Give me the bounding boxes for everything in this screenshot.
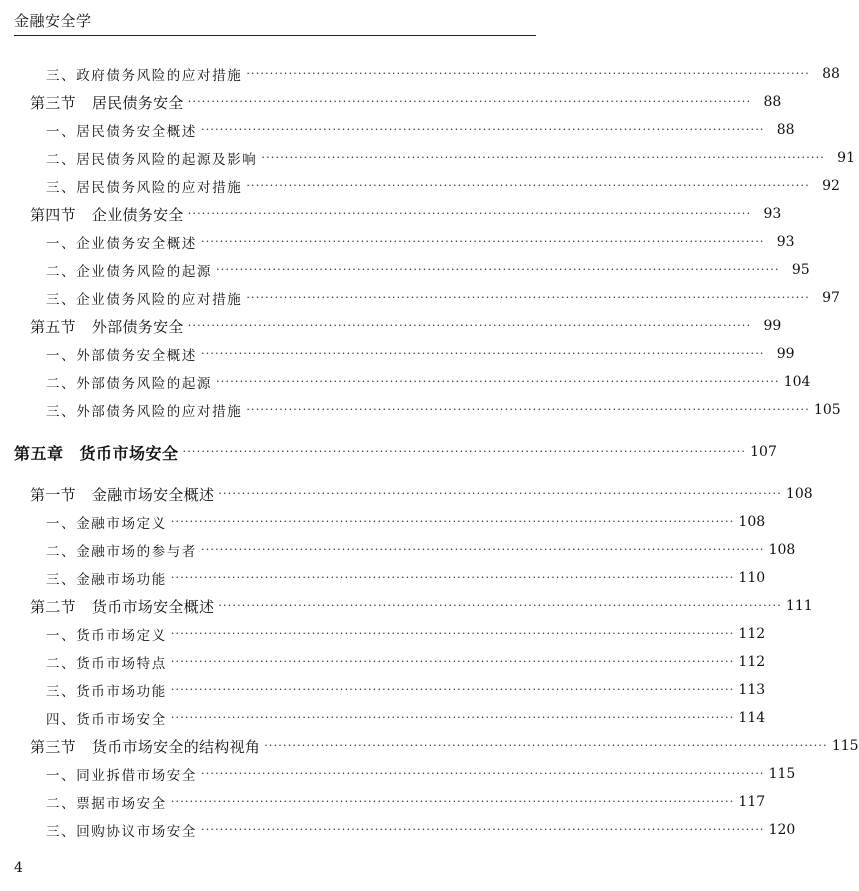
toc-leader-dots: ························································································································ <box>170 571 735 584</box>
toc-entry-page: 110 <box>738 570 766 586</box>
toc-entry-section <box>0 314 782 338</box>
toc-entry-page: 88 <box>763 94 782 110</box>
toc-entry-label <box>46 148 261 168</box>
toc-entry-title: 三、企业债务风险的应对措施 <box>46 292 243 308</box>
toc-entry-title: 二、居民债务风险的起源及影响 <box>46 152 258 168</box>
toc-leader-dots: ························································································································ <box>201 347 765 360</box>
toc-entry-label <box>46 64 246 84</box>
toc-entry-label <box>30 484 218 505</box>
running-header-title: 金融安全学 <box>14 12 92 30</box>
toc-leader-dots: ························································································································ <box>170 711 735 724</box>
toc-entry-number: 第五节 <box>30 317 76 336</box>
toc-entry-item <box>0 174 840 198</box>
toc-leader-dots: ························································································································ <box>216 263 780 276</box>
toc-entry-title: 企业债务安全 <box>91 205 184 224</box>
toc-leader-dots: ························································································································ <box>264 739 828 752</box>
toc-entry-item <box>0 286 840 310</box>
toc-entry-section <box>0 202 782 226</box>
toc-leader-dots: ························································································································ <box>218 599 782 612</box>
toc-entry-item <box>0 510 766 534</box>
toc-entry-label <box>46 708 171 728</box>
toc-leader-dots: ························································································································ <box>170 515 735 528</box>
toc-entry-item <box>0 118 795 142</box>
toc-entry-page: 108 <box>738 514 766 530</box>
toc-leader-dots: ························································································································ <box>246 179 810 192</box>
toc-leader-dots: ························································································································ <box>246 67 810 80</box>
toc-entry-page: 112 <box>738 654 766 670</box>
toc-entry-number: 第一节 <box>30 485 76 504</box>
toc-entry-label <box>46 344 201 364</box>
toc-leader-dots: ························································································································ <box>216 375 780 388</box>
toc-entry-title: 一、外部债务安全概述 <box>46 348 197 364</box>
toc-leader-dots: ························································································································ <box>187 319 752 332</box>
toc-entry-item <box>0 818 796 842</box>
toc-entry-number: 第四节 <box>30 205 76 224</box>
toc-entry-item <box>0 538 796 562</box>
toc-entry-title: 二、票据市场安全 <box>46 796 167 812</box>
toc-entry-chapter <box>0 440 777 464</box>
toc-entry-item <box>0 230 795 254</box>
toc-entry-label <box>46 540 201 560</box>
toc-entry-page: 113 <box>738 682 766 698</box>
toc-leader-dots: ························································································································ <box>246 403 810 416</box>
toc-entry-page: 120 <box>768 822 796 838</box>
toc-entry-page: 111 <box>785 598 813 614</box>
toc-entry-page: 93 <box>763 206 782 222</box>
toc-entry-page: 92 <box>822 178 840 194</box>
toc-entry-title: 货币市场安全的结构视角 <box>91 737 261 756</box>
toc-entry-label <box>46 792 171 812</box>
toc-entry-page: 88 <box>776 122 795 138</box>
toc-entry-title: 一、同业拆借市场安全 <box>46 768 197 784</box>
toc-leader-dots: ························································································································ <box>201 543 765 556</box>
toc-entry-item <box>0 370 811 394</box>
toc-entry-title: 金融市场安全概述 <box>91 485 215 504</box>
toc-entry-page: 108 <box>768 542 796 558</box>
toc-entry-number: 第三节 <box>30 737 76 756</box>
toc-entry-label <box>30 316 188 337</box>
toc-entry-section <box>0 594 813 618</box>
toc-entry-page: 88 <box>822 66 840 82</box>
toc-entry-page: 117 <box>738 794 766 810</box>
toc-entry-title: 一、居民债务安全概述 <box>46 124 197 140</box>
toc-entry-title: 四、货币市场安全 <box>46 712 167 728</box>
toc-entry-item <box>0 650 766 674</box>
toc-entry-page: 97 <box>822 290 840 306</box>
toc-entry-label <box>46 568 171 588</box>
toc-entry-label <box>46 120 201 140</box>
toc-entry-item <box>0 762 796 786</box>
toc-entry-section <box>0 482 813 506</box>
toc-entry-page: 99 <box>776 346 795 362</box>
toc-entry-title: 一、企业债务安全概述 <box>46 236 197 252</box>
toc-entry-title: 二、金融市场的参与者 <box>46 544 197 560</box>
toc-entry-title: 三、政府债务风险的应对措施 <box>46 68 243 84</box>
toc-entry-title: 外部债务安全 <box>91 317 184 336</box>
toc-leader-dots: ························································································································ <box>201 823 765 836</box>
toc-entry-page: 99 <box>763 318 782 334</box>
toc-entry-page: 115 <box>768 766 796 782</box>
toc-entry-title: 二、货币市场特点 <box>46 656 167 672</box>
toc-entry-label <box>30 736 264 757</box>
toc-entry-title: 居民债务安全 <box>91 93 184 112</box>
toc-entry-label <box>30 92 188 113</box>
toc-entry-item <box>0 622 766 646</box>
toc-leader-dots: ························································································································ <box>182 445 747 458</box>
toc-leader-dots: ························································································································ <box>201 235 765 248</box>
toc-entry-label <box>46 652 171 672</box>
toc-entry-item <box>0 678 766 702</box>
toc-entry-item <box>0 342 795 366</box>
toc-leader-dots: ························································································································ <box>201 123 765 136</box>
toc-entry-page: 104 <box>783 374 811 390</box>
toc-entry-item <box>0 62 840 86</box>
toc-entry-label <box>46 288 246 308</box>
toc-leader-dots: ························································································································ <box>170 795 735 808</box>
toc-entry-title: 货币市场安全概述 <box>91 597 215 616</box>
toc-entry-label <box>46 820 201 840</box>
toc-leader-dots: ························································································································ <box>246 291 810 304</box>
toc-leader-dots: ························································································································ <box>201 767 765 780</box>
toc-entry-label <box>46 176 246 196</box>
toc-entry-number: 第五章 <box>14 443 64 463</box>
toc-entry-item <box>0 258 810 282</box>
toc-entry-label <box>46 624 171 644</box>
toc-entry-title: 二、外部债务风险的起源 <box>46 376 213 392</box>
page-number: 4 <box>14 860 23 876</box>
toc-entry-number: 第三节 <box>30 93 76 112</box>
toc-entry-label <box>46 372 216 392</box>
toc-entry-page: 93 <box>776 234 795 250</box>
toc-entry-page: 115 <box>831 738 859 754</box>
toc-entry-label <box>14 441 183 464</box>
toc-entry-title: 二、企业债务风险的起源 <box>46 264 213 280</box>
toc-entry-title: 一、货币市场定义 <box>46 628 167 644</box>
toc-entry-label <box>30 204 188 225</box>
toc-leader-dots: ························································································································ <box>218 487 782 500</box>
toc-leader-dots: ························································································································ <box>187 95 752 108</box>
toc-entry-page: 108 <box>785 486 813 502</box>
toc-entry-title: 三、外部债务风险的应对措施 <box>46 404 243 420</box>
toc-entry-label <box>46 512 171 532</box>
toc-entry-number: 第二节 <box>30 597 76 616</box>
toc-entry-label <box>46 680 171 700</box>
toc-entry-label <box>46 400 246 420</box>
toc-leader-dots: ························································································································ <box>187 207 752 220</box>
toc-entry-label <box>46 764 201 784</box>
toc-entry-item <box>0 398 841 422</box>
toc-leader-dots: ························································································································ <box>170 655 735 668</box>
toc-entry-page: 91 <box>837 150 855 166</box>
toc-entry-label <box>30 596 218 617</box>
toc-leader-dots: ························································································································ <box>170 627 735 640</box>
toc-leader-dots: ························································································································ <box>261 151 825 164</box>
toc-entry-item <box>0 790 766 814</box>
toc-entry-title: 三、货币市场功能 <box>46 684 167 700</box>
toc-entry-title: 三、金融市场功能 <box>46 572 167 588</box>
toc-entry-item <box>0 146 855 170</box>
toc-entry-label <box>46 260 216 280</box>
toc-entry-page: 107 <box>750 444 777 460</box>
toc-entry-title: 货币市场安全 <box>79 443 179 463</box>
toc-entry-page: 95 <box>791 262 810 278</box>
toc-entry-section <box>0 734 859 758</box>
toc-entry-page: 112 <box>738 626 766 642</box>
toc-entry-label <box>46 232 201 252</box>
toc-entry-item <box>0 566 766 590</box>
toc-entry-title: 三、居民债务风险的应对措施 <box>46 180 243 196</box>
toc-entry-page: 114 <box>738 710 766 726</box>
toc-entry-item <box>0 706 766 730</box>
toc-entry-section <box>0 90 782 114</box>
toc-leader-dots: ························································································································ <box>170 683 735 696</box>
toc-entry-title: 三、回购协议市场安全 <box>46 824 197 840</box>
toc-entry-page: 105 <box>813 402 841 418</box>
header-rule <box>14 35 536 36</box>
toc-entry-title: 一、金融市场定义 <box>46 516 167 532</box>
